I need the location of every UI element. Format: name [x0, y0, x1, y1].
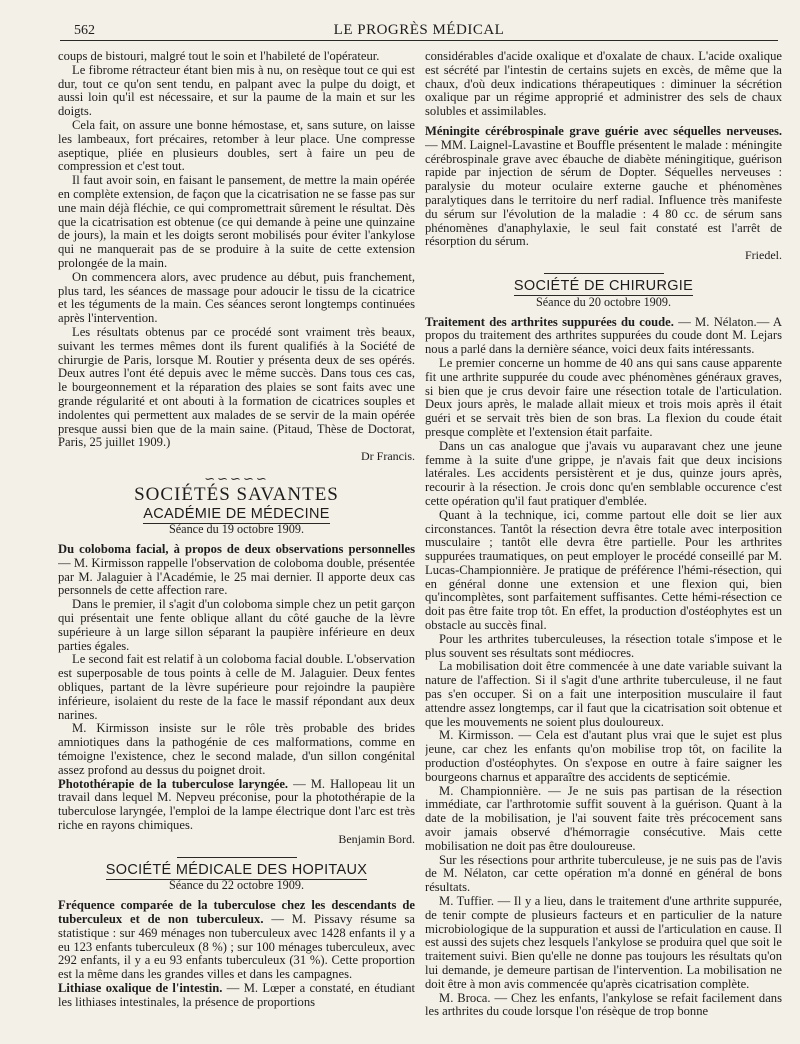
author-signature: Dr Francis. [361, 449, 415, 464]
paragraph [58, 899, 415, 982]
paragraph: Dans un cas analogue que j'avais vu auparavant chez une jeune femme à la suite d'une grippe, je n'avais fait que deux incisions latérales. Les accidents persistèrent et je dus, quinze jours après, recourir à la résection. Je crois donc qu'en semblable occurence c'est cette opération qu'il faut pratiquer d'emblée. [425, 438, 782, 508]
topic-title: Fréquence comparée de la tuberculose chez les descendants de tuberculeux et de non tuberculeux. [58, 898, 415, 927]
session-date: Séance du 22 octobre 1909. [168, 878, 305, 893]
paragraph: Il faut avoir soin, en faisant le pansement, de mettre la main opérée en complète extension, de façon que la cicatrisation ne se fasse pas sur une main déjà fléchie, ce qui compromettrait sûrement le résultat. Dès que la cicatrisation est obtenue (ce qui demande à peine une quinzaine de jours), la main et les doigts seront mobilisés pour éviter l'ankylose qui ne manquerait pas de se produire à la suite de cette extension prolongée de la main. [58, 173, 415, 270]
society-heading-text: SOCIÉTÉ MÉDICALE DES HOPITAUX [105, 861, 368, 878]
paragraph-text: — M. Hallopeau lit un travail dans lequel M. Nepveu préconise, pour la photothérapie de la tuberculose laryngée, l'emploi de la lampe électrique dont l'arc est très riche en rayons chimiques. [58, 776, 415, 833]
society-heading-text: ACADÉMIE DE MÉDECINE [143, 505, 330, 522]
paragraph: M. Kirmisson. — Cela est d'autant plus vrai que le sujet est plus jeune, car chez les enfants qu'on mobilise trop tôt, on facilite la production d'ostéophytes. On s'expose en outre à faire saigner les bourgeons charnus et apparaître des accidents de septicémie. [425, 728, 782, 784]
section-title: SOCIÉTÉS SAVANTES [134, 483, 339, 505]
paragraph: Le second fait est relatif à un coloboma facial double. L'observation est superposable de tous points à celle de M. Jalaguier. Deux fentes obliques, partant de la lèvre supérieure pour rejoindre la paupière inférieure, isolaient du reste de la face le massif répondant aux deux narines. [58, 652, 415, 722]
page-header [60, 18, 778, 41]
paragraph [58, 982, 415, 1010]
paragraph-text: — M. Nélaton.— A propos du traitement des arthrites suppurées du coude dont M. Lejars nous a parlé dans la dernière séance, voici deux faits intéressants. [425, 314, 782, 357]
ornamental-divider: ∽∽∽∽∽ [204, 470, 269, 486]
session-date: Séance du 19 octobre 1909. [168, 522, 305, 537]
topic-title: Du coloboma facial, à propos de deux observations personnelles [58, 542, 415, 557]
paragraph-text: — M. Kirmisson rappelle l'observation de coloboma double, présentée par M. Jalaguier à l'Académie, le 25 mai dernier. Il apporte deux cas personnels de cette affection rare. [58, 555, 415, 598]
society-heading [58, 505, 415, 522]
author-signature: Friedel. [745, 248, 782, 263]
paragraph: On commencera alors, avec prudence au début, puis franchement, plus tard, les séances de massage pour adoucir le tissu de la cicatrice et les téguments de la main. Ces séances seront longtemps continuées après l'intervention. [58, 269, 415, 326]
topic-title: Traitement des arthrites suppurées du coude. [425, 314, 674, 329]
author-signature: Benjamin Bord. [338, 831, 415, 846]
journal-title: LE PROGRÈS MÉDICAL [333, 22, 505, 38]
paragraph: La mobilisation doit être commencée à une date variable suivant la nature de l'affection. Si il s'agit d'une arthrite tuberculeuse, il ne faut pas s'en occuper. Si on a fait une interposition musculaire il faut attendre assez longtemps, car il faut que la cicatrisation soit obtenue et que les mouvements ne soient plus douloureux. [425, 659, 782, 729]
paragraph: M. Tuffier. — Il y a lieu, dans le traitement d'une arthrite suppurée, de tenir compte de plusieurs facteurs et en particulier de la nature microbiologique de la suppuration et aussi de l'articulation en cause. Il est aussi des sujets chez lesquels l'ankylose se produira quel que soit le traitement suivi. Bien qu'elle ne donne pas toujours les résultats qu'on lui demande, je demeure partisan de l'intervention. La mobilisation ne doit être à mon avis commencée qu'après cicatrisation complète. [425, 894, 782, 991]
paragraph: Le premier concerne un homme de 40 ans qui sans cause apparente fit une arthrite suppurée du coude avec phénomènes généraux graves, si bien que je crus devoir faire une résection totale de l'articulation. Deux jours après, le malade allait mieux et trois mois après il était guéri et se servait très bien de son bras. La flexion du coude était presque complète et l'extension était parfaite. [425, 355, 782, 439]
paragraph: Cela fait, on assure une bonne hémostase, et, sans suture, on laisse les lambeaux, fort précaires, retomber à leur place. Une compresse aseptique, pliée en plusieurs doubles, sert à faire un peu de compression et c'est tout. [58, 117, 415, 174]
paragraph: Dans le premier, il s'agit d'un coloboma simple chez un petit garçon qui présentait une fente oblique allant du côté gauche de la lèvre supérieure à un large sillon séparant la paupière inférieure en deux parties égales. [58, 597, 415, 653]
topic-title: Lithiase oxalique de l'intestin. [58, 981, 223, 995]
paragraph [58, 778, 415, 833]
society-heading-text: SOCIÉTÉ DE CHIRURGIE [513, 277, 694, 294]
topic-title: Photothérapie de la tuberculose laryngée. [58, 776, 289, 791]
paragraph [58, 543, 415, 598]
society-heading [58, 861, 415, 878]
paragraph-text: — MM. Laignel-Lavastine et Bouffle présentent le malade : méningite cérébrospinale grave avec ébauche de diabète méningitique, guérison rapide par injection de sérum de Dopter. Séquelles nerveuses : paralysie du moteur oculaire externe gauche et phénomènes paralytiques dans le territoire du nerf radial. Influence très manifeste du sérum sur l'évolution de la maladie : 4 80 cc. de sérum sans phénomènes d'anaphylaxie, le seul fait constaté est l'arrêt de résorption du sérum. [425, 137, 782, 249]
paragraph: Quant à la technique, ici, comme partout elle doit se lier aux circonstances. Tantôt la résection devra être totale avec interposition musculaire ; tantôt elle devra être partielle. Pour les arthrites suppurées traumatiques, on peut employer le procédé conseillé par M. Lucas-Championnière. Je pratique de préférence l'hémi-résection, qui en général donne une extension et une flexion qui, bien qu'incomplètes, sont parfaitement suffisantes. Cette hémi-résection ce doit pas être faite trop tôt. En effet, la production d'ostéophytes est un obstacle au succès final. [425, 507, 782, 633]
paragraph [425, 125, 782, 249]
page-number: 562 [74, 23, 95, 38]
paragraph-text: — M. Pissavy résume sa statistique : sur 469 ménages non tuberculeux avec 1428 enfants il y a eu 123 enfants tuberculeux (8 %) ; sur 100 ménages tuberculeux, avec 292 enfants, il y a eu 93 enfants tuberculeux (31 %). Cette proportion est la même dans les grandes villes et dans les campagnes. [58, 912, 415, 982]
paragraph: considérables d'acide oxalique et d'oxalate de chaux. L'acide oxalique est sécrété par l'intestin de certains sujets en excès, de même que la chaux, d'où deux indications thérapeutiques : diminuer la sécrétion oxalique par un régime approprié et administrer des sels de chaux solubles et assimilables. [425, 50, 782, 119]
paragraph: Sur les résections pour arthrite tuberculeuse, je ne suis pas de l'avis de M. Nélaton, car cette opération m'a donné en général de bons résultats. [425, 852, 782, 895]
divider [177, 857, 297, 858]
left-column [58, 50, 415, 1040]
paragraph: M. Broca. — Chez les enfants, l'ankylose se refait facilement dans les arthrites du coude lorsque l'on résèque de trop bonne [425, 990, 782, 1019]
right-column [425, 50, 782, 1040]
society-heading [425, 277, 782, 294]
paragraph-text: — M. Lœper a constaté, en étudiant les lithiases intestinales, la présence de proportions [58, 981, 415, 1009]
session-date: Séance du 20 octobre 1909. [535, 294, 672, 309]
topic-title: Méningite cérébrospinale grave guérie avec séquelles nerveuses. [425, 123, 782, 138]
paragraph: M. Championnière. — Je ne suis pas partisan de la résection immédiate, car l'arthrotomie suffit souvent à la guérison. Quant à la date de la mobilisation, je l'ai souvent faite très précocement sans avoir jamais observé d'hémorragie consécutive. Mais cette mobilisation ne doit pas être douloureuse. [425, 783, 782, 853]
paragraph: M. Kirmisson insiste sur le rôle très probable des brides amniotiques dans la pathogénie de ces malformations, comme en témoigne l'existence, chez le second malade, d'un sillon congénital assez profond au dessus du poignet droit. [58, 721, 415, 777]
paragraph: coups de bistouri, malgré tout le soin et l'habileté de l'opérateur. [58, 50, 380, 63]
paragraph [425, 316, 782, 357]
paragraph: Le fibrome rétracteur étant bien mis à nu, on resèque tout ce qui est dur, tout ce qu'on sent tendu, en palpant avec la pulpe du doigt, et aussi loin qu'il est nécessaire, et sur la paume de la main et sur les doigts. [58, 62, 415, 119]
paragraph: Les résultats obtenus par ce procédé sont vraiment très beaux, suivant les termes mêmes dont ils furent qualifiés à la Société de chirurgie de Paris, lorsque M. Routier y présenta deux de ses opérés. Deux autres l'ont été depuis avec le même succès. Dans tous ces cas, le bourgeonnement et la réparation des plaies se sont faits avec une grande régularité et ont abouti à la formation de cicatrices souples et indolentes qui permettent aux malades de se servir de la main opérée presque aussi bien que de la main saine. (Pitaud, Thèse de Doctorat, Paris, 25 juillet 1909.) [58, 324, 415, 450]
divider [544, 273, 664, 274]
paragraph: Pour les arthrites tuberculeuses, la résection totale s'impose et le plus souvent ses résultats sont médiocres. [425, 631, 782, 660]
